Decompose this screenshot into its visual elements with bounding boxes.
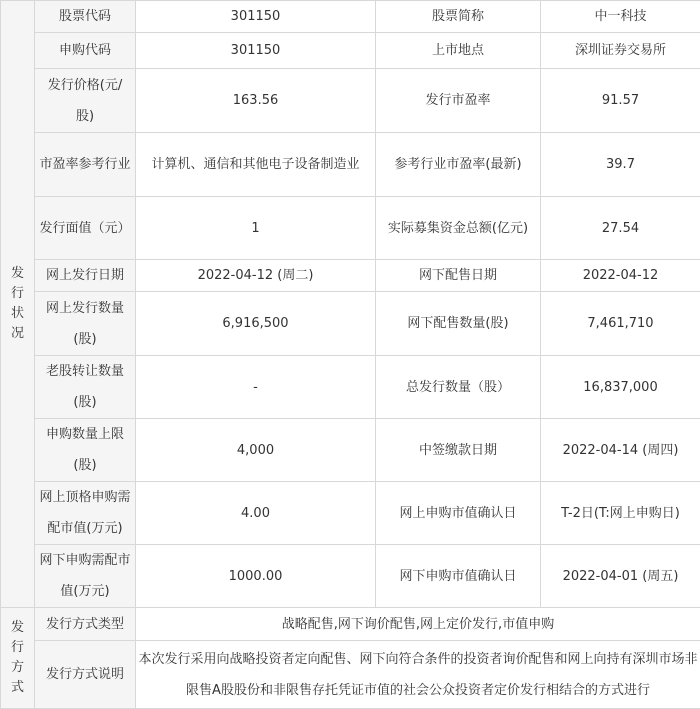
section-issue-method: 发行方式 [1, 608, 35, 709]
table-row [1, 608, 700, 641]
label-old-share-transfer: 老股转让数量(股) [35, 356, 136, 419]
value-total-raised: 27.54 [541, 197, 700, 260]
label-online-issue-quantity: 网上发行数量(股) [35, 292, 136, 356]
table-row [1, 260, 700, 292]
value-par-value: 1 [136, 197, 376, 260]
label-offline-placement-date: 网下配售日期 [376, 260, 541, 292]
value-method-desc: 本次发行采用向战略投资者定向配售、网下向符合条件的投资者询价配售和网上向持有深圳市场非限售A股股份和非限售存托凭证市值的社会公众投资者定价发行相结合的方式进行 [136, 641, 700, 709]
value-online-market-value: 4.00 [136, 482, 376, 545]
table-row [1, 641, 700, 709]
label-stock-name: 股票简称 [376, 1, 541, 33]
value-subscription-code: 301150 [136, 33, 376, 69]
value-online-issue-quantity: 6,916,500 [136, 292, 376, 356]
table-row [1, 545, 700, 608]
label-offline-placement-quantity: 网下配售数量(股) [376, 292, 541, 356]
value-total-issue-quantity: 16,837,000 [541, 356, 700, 419]
table-row [1, 197, 700, 260]
value-offline-confirm-date: 2022-04-01 (周五) [541, 545, 700, 608]
value-online-confirm-date: T-2日(T:网上申购日) [541, 482, 700, 545]
value-offline-placement-date: 2022-04-12 [541, 260, 700, 292]
label-par-value: 发行面值（元） [35, 197, 136, 260]
label-total-issue-quantity: 总发行数量（股） [376, 356, 541, 419]
label-online-market-value: 网上顶格申购需配市值(万元) [35, 482, 136, 545]
label-issue-price: 发行价格(元/股) [35, 69, 136, 133]
value-old-share-transfer: - [136, 356, 376, 419]
table-row [1, 33, 700, 69]
value-issue-price: 163.56 [136, 69, 376, 133]
table-row [1, 482, 700, 545]
label-listing-place: 上市地点 [376, 33, 541, 69]
label-offline-market-value: 网下申购需配市值(万元) [35, 545, 136, 608]
table-row [1, 69, 700, 133]
value-stock-name: 中一科技 [541, 1, 700, 33]
value-industry-pe: 39.7 [541, 133, 700, 197]
table-row [1, 1, 700, 33]
label-online-issue-date: 网上发行日期 [35, 260, 136, 292]
value-online-issue-date: 2022-04-12 (周二) [136, 260, 376, 292]
value-offline-market-value: 1000.00 [136, 545, 376, 608]
label-online-confirm-date: 网上申购市值确认日 [376, 482, 541, 545]
label-offline-confirm-date: 网下申购市值确认日 [376, 545, 541, 608]
value-payment-date: 2022-04-14 (周四) [541, 419, 700, 482]
table-row [1, 292, 700, 356]
table-row [1, 356, 700, 419]
table-row [1, 133, 700, 197]
label-method-desc: 发行方式说明 [35, 641, 136, 709]
label-payment-date: 中签缴款日期 [376, 419, 541, 482]
label-total-raised: 实际募集资金总额(亿元) [376, 197, 541, 260]
label-industry-pe: 参考行业市盈率(最新) [376, 133, 541, 197]
table-row [1, 419, 700, 482]
value-method-type: 战略配售,网下询价配售,网上定价发行,市值申购 [136, 608, 700, 641]
value-reference-industry: 计算机、通信和其他电子设备制造业 [136, 133, 376, 197]
value-issue-pe: 91.57 [541, 69, 700, 133]
value-subscription-limit: 4,000 [136, 419, 376, 482]
label-subscription-code: 申购代码 [35, 33, 136, 69]
label-reference-industry: 市盈率参考行业 [35, 133, 136, 197]
value-stock-code: 301150 [136, 1, 376, 33]
value-offline-placement-quantity: 7,461,710 [541, 292, 700, 356]
section-issue-status: 发行状况 [1, 1, 35, 608]
label-subscription-limit: 申购数量上限(股) [35, 419, 136, 482]
value-listing-place: 深圳证券交易所 [541, 33, 700, 69]
label-stock-code: 股票代码 [35, 1, 136, 33]
label-issue-pe: 发行市盈率 [376, 69, 541, 133]
label-method-type: 发行方式类型 [35, 608, 136, 641]
